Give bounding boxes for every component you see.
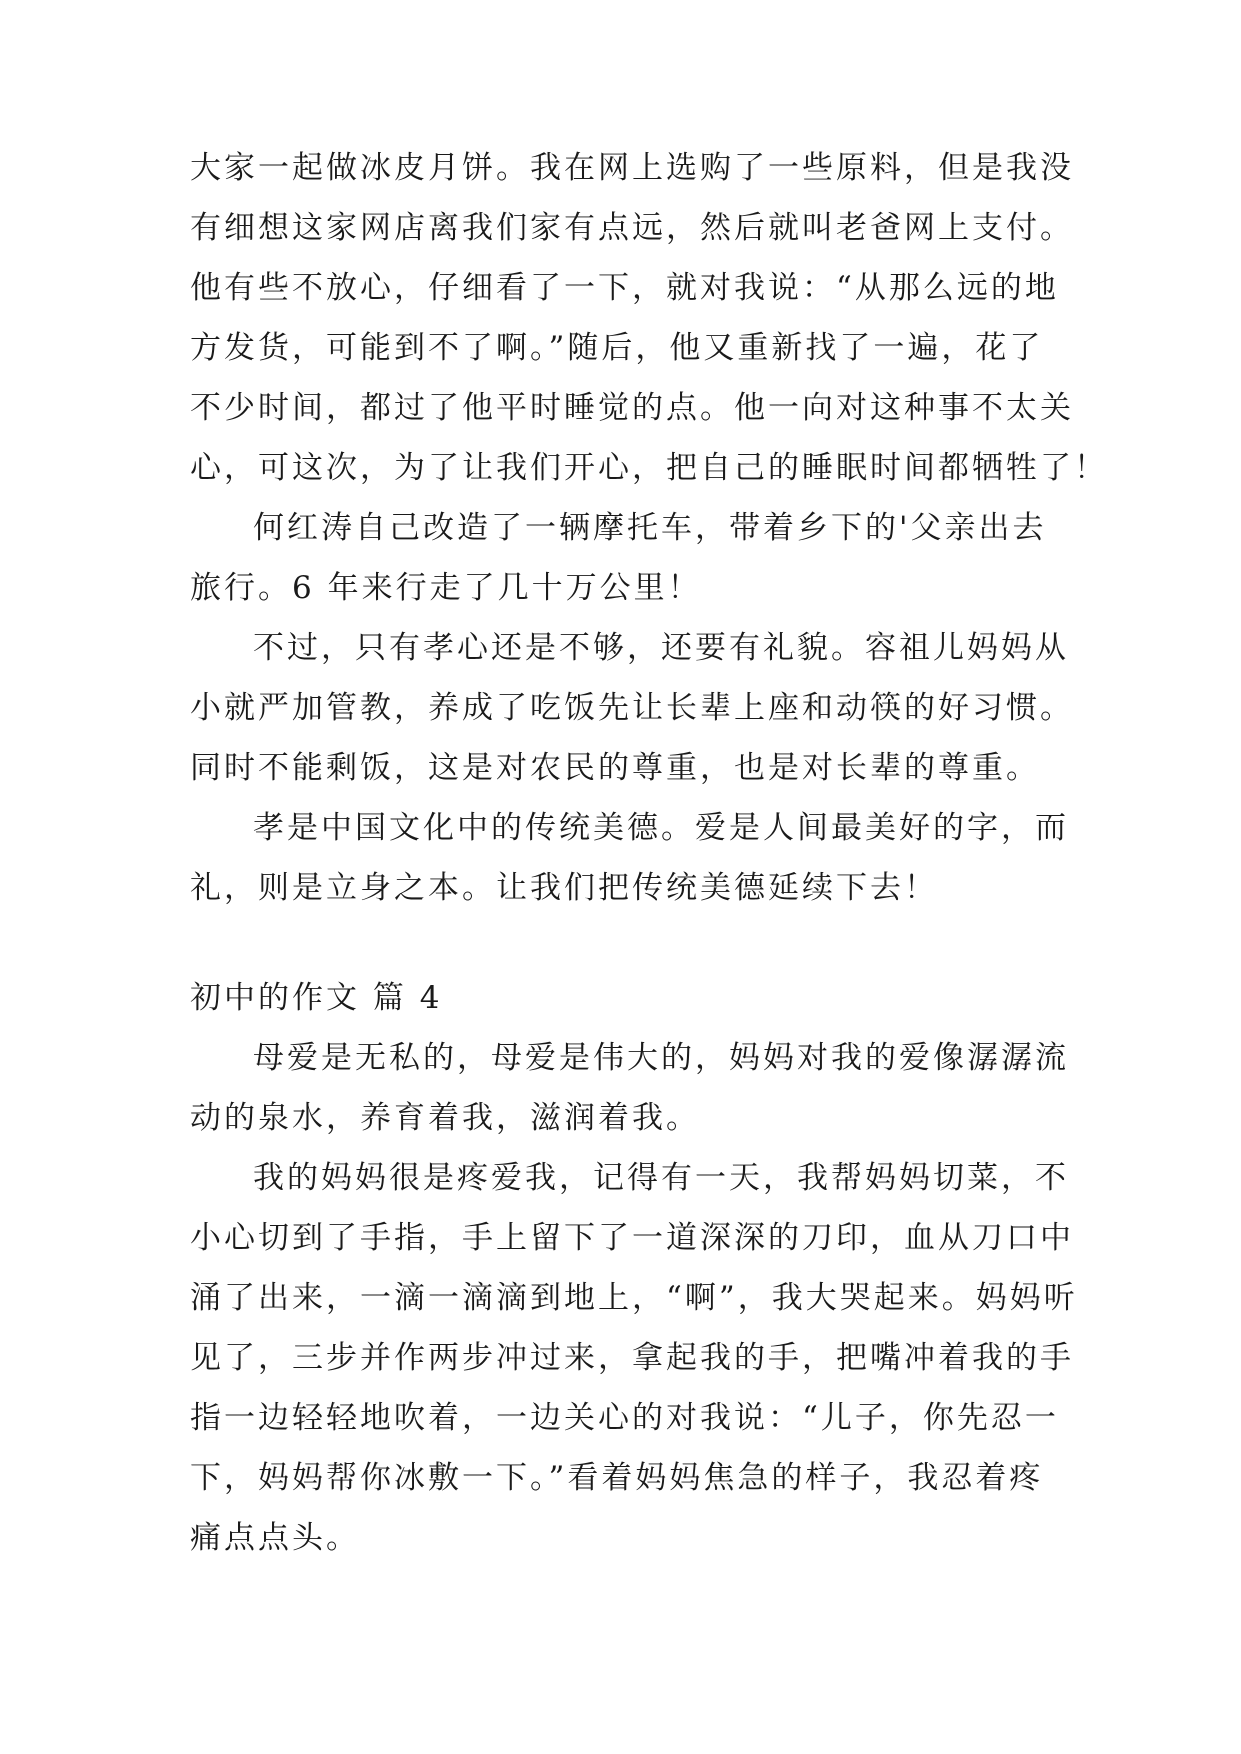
paragraph-first-line: 我的妈妈很是疼爱我，记得有一天，我帮妈妈切菜，不 (253, 1160, 1069, 1196)
paragraph-first-line: 孝是中国文化中的传统美德。爱是人间最美好的字，而 (253, 810, 1069, 846)
text-line: 不少时间，都过了他平时睡觉的点。他一向对这种事不太关 (190, 390, 1074, 426)
text-line: 旅行。6 年来行走了几十万公里！ (190, 570, 702, 606)
text-line: 涌了出来，一滴一滴滴到地上，“啊”，我大哭起来。妈妈听 (190, 1280, 1078, 1316)
text-line: 痛点点头。 (190, 1520, 360, 1556)
text-line: 心，可这次，为了让我们开心，把自己的睡眠时间都牺牲了！ (190, 450, 1108, 486)
text-line: 大家一起做冰皮月饼。我在网上选购了一些原料，但是我没 (190, 150, 1074, 186)
paragraph-first-line: 不过，只有孝心还是不够，还要有礼貌。容祖儿妈妈从 (253, 630, 1069, 666)
text-line: 动的泉水，养育着我，滋润着我。 (190, 1100, 700, 1136)
text-line: 同时不能剩饭，这是对农民的尊重，也是对长辈的尊重。 (190, 750, 1040, 786)
text-line: 小心切到了手指，手上留下了一道深深的刀印，血从刀口中 (190, 1220, 1074, 1256)
paragraph-first-line: 母爱是无私的，母爱是伟大的，妈妈对我的爱像潺潺流 (253, 1040, 1069, 1076)
text-line: 指一边轻轻地吹着，一边关心的对我说：“儿子，你先忍一 (190, 1400, 1059, 1436)
text-line: 礼，则是立身之本。让我们把传统美德延续下去！ (190, 870, 938, 906)
text-line: 小就严加管教，养成了吃饭先让长辈上座和动筷的好习惯。 (190, 690, 1074, 726)
section-heading: 初中的作文 篇 4 (190, 980, 443, 1016)
text-line: 有细想这家网店离我们家有点远，然后就叫老爸网上支付。 (190, 210, 1074, 246)
text-line: 下，妈妈帮你冰敷一下。”看着妈妈焦急的样子，我忍着疼 (190, 1460, 1044, 1496)
text-line: 方发货，可能到不了啊。”随后，他又重新找了一遍，花了 (190, 330, 1044, 366)
text-line: 他有些不放心，仔细看了一下，就对我说：“从那么远的地 (190, 270, 1059, 306)
paragraph-first-line: 何红涛自己改造了一辆摩托车，带着乡下的'父亲出去 (253, 510, 1047, 546)
text-line: 见了，三步并作两步冲过来，拿起我的手，把嘴冲着我的手 (190, 1340, 1074, 1376)
